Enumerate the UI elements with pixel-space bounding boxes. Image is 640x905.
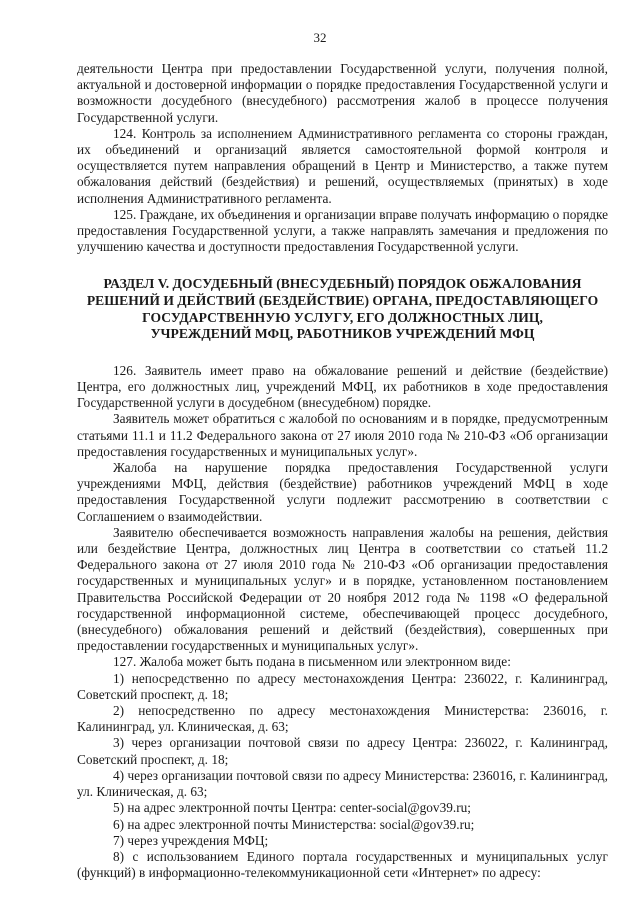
paragraph-complaint-grounds: Заявитель может обратиться с жалобой по основаниям и в порядке, предусмотренным статьями 11.1 и 11.2 Федерального закона от 27 июля 2010 года № 210-ФЗ «Об организации предоставления государственных и муниципальных услуг». [77,411,608,459]
list-item: 2) непосредственно по адресу местонахождения Министерства: 236016, г. Калининград, ул. Клиническая, д. 63; [77,703,608,735]
section-heading-line: РАЗДЕЛ V. ДОСУДЕБНЫЙ (ВНЕСУДЕБНЫЙ) ПОРЯДОК ОБЖАЛОВАНИЯ [103,276,582,292]
section-heading-line: РЕШЕНИЙ И ДЕЙСТВИЙ (БЕЗДЕЙСТВИЕ) ОРГАНА, ПРЕДОСТАВЛЯЮЩЕГО [86,293,599,309]
page-body [77,61,608,881]
section-heading-line: ГОСУДАРСТВЕННУЮ УСЛУГУ, ЕГО ДОЛЖНОСТНЫХ ЛИЦ, [142,309,543,325]
paragraph-124: 124. Контроль за исполнением Административного регламента со стороны граждан, их объединений и организаций является самостоятельной формой контроля и осуществляется путем направления обращений в Центр и Министерство, а также путем обжалования действий (бездействия) и решений, осуществляемых (принятых) в ходе исполнения Административного регламента. [77,125,608,206]
section-heading [77,276,608,342]
list-item: 8) с использованием Единого портала государственных и муниципальных услуг (функций) в информационно-телекоммуникационной сети «Интернет» по адресу: [77,848,608,881]
list-item: 5) на адрес электронной почты Центра: center-social@gov39.ru; [113,800,471,816]
paragraph-intro-continuation: деятельности Центра при предоставлении Государственной услуги, получения полной, актуальной и достоверной информации о порядке предоставления Государственной услуги и возможности досудебного (внесудебного) рассмотрения жалоб в процессе получения Государственной услуги. [77,61,608,125]
list-item: 6) на адрес электронной почты Министерства: social@gov39.ru; [113,816,475,832]
list-item: 7) через учреждения МФЦ; [113,832,269,848]
paragraph-126: 126. Заявитель имеет право на обжалование решений и действие (бездействие) Центра, его должностных лиц, учреждений МФЦ, их работников в ходе предоставления Государственной услуги в досудебном (внесудебном) порядке. [77,362,608,411]
list-item: 1) непосредственно по адресу местонахождения Центра: 236022, г. Калининград, Советский проспект, д. 18; [77,670,608,702]
list-item: 3) через организации почтовой связи по адресу Центра: 236022, г. Калининград, Советский проспект, д. 18; [77,735,608,767]
page-number: 32 [313,30,327,45]
paragraph-127: 127. Жалоба может быть подана в письменном или электронном виде: [113,654,511,670]
section-heading-line: УЧРЕЖДЕНИЙ МФЦ, РАБОТНИКОВ УЧРЕЖДЕНИЙ МФЦ [150,326,535,342]
paragraph-125: 125. Граждане, их объединения и организации вправе получать информацию о порядке предоставления Государственной услуги, а также направлять замечания и предложения по улучшению качества и доступности предоставления Государственной услуги. [77,206,608,255]
list-item: 4) через организации почтовой связи по адресу Министерства: 236016, г. Калининград, ул. Клиническая, д. 63; [77,767,608,800]
paragraph-complaint-procedure: Заявителю обеспечивается возможность направления жалобы на решения, действия или бездействие Центра, должностных лиц Центра в соответствии со статьей 11.2 Федерального закона от 27 июля 2010 года № 210-ФЗ «Об организации предоставления государственных и муниципальных услуг» и в порядке, установленном постановлением Правительства Российской Федерации от 20 ноября 2012 года № 1198 «О федеральной государственной информационной системе, обеспечивающей процесс досудебного, (внесудебного) обжалования решений и действий (бездействия), совершенных при предоставлении государственных и муниципальных услуг». [77,524,608,654]
paragraph-mfc-complaint: Жалоба на нарушение порядка предоставления Государственной услуги учреждениями МФЦ, действия (бездействие) работников учреждений МФЦ в ходе предоставления Государственной услуги подлежит рассмотрению в соответствии с Соглашением о взаимодействии. [77,460,608,524]
